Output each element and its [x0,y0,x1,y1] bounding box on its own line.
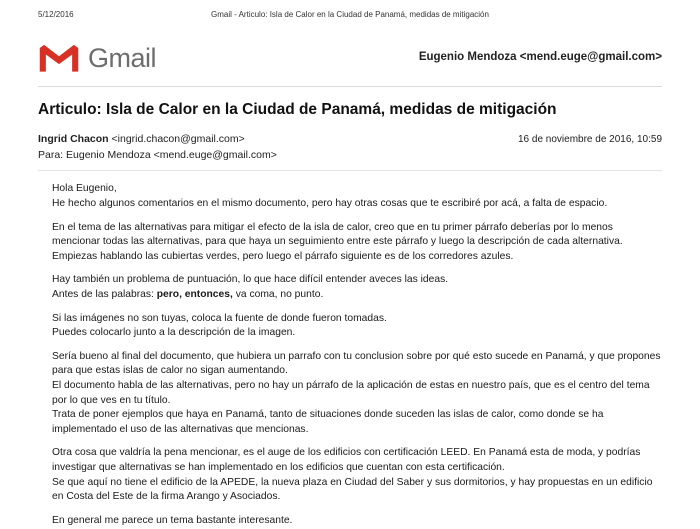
print-page-title: Gmail - Articulo: Isla de Calor en la Ciudad de Panamá, medidas de mitigación [211,10,489,19]
body-paragraph: Puedes colocarlo junto a la descripción de la imagen. [52,327,296,339]
body-paragraph: Otra cosa que valdría la pena mencionar, es el auge de los edificios con certificación LEED. En Panamá esta de moda, y podrías investigar que alternativas se han implementado en los edificios que cuentan con esta certificación. [52,447,641,474]
to-label: Para: [38,149,64,162]
body-paragraph: El documento habla de las alternativas, pero no hay un párrafo de la aplicación de estas en nuestro país, que es el centro del tema por lo que ves en tu título. [52,380,650,406]
punctuation-suffix: va coma, no punto. [232,288,324,300]
print-date: 5/12/2016 [38,10,74,19]
body-paragraph: Trata de poner ejemplos que haya en Panamá, tanto de situaciones donde suceden las islas de calor, como donde se ha implementado el uso de las alternativas que mencionas. [52,409,604,435]
gmail-wordmark: Gmail [88,42,157,73]
email-body [38,182,662,528]
email-date: 16 de noviembre de 2016, 10:59 [518,133,662,145]
email-meta-from-row [38,132,662,148]
email-meta [38,132,662,172]
body-paragraph: Empiezas hablando las cubiertas verdes, pero luego el párrafo siguiente es de los corredores azules. [52,250,514,262]
body-paragraph: Si las imágenes no son tuyas, coloca la fuente de donde fueron tomadas. [52,312,387,324]
body-paragraph: En el tema de las alternativas para mitigar el efecto de la isla de calor, creo que en tu primer párrafo deberías por lo menos mencionar todas las alternativas, para que haya un seguimiento entre este párrafo y luego la descripción de cada alternativa. [52,221,623,248]
email-from [38,132,245,147]
brand-row [38,42,662,86]
sender-name: Ingrid Chacon [38,132,109,145]
body-paragraph: En general me parece un tema bastante interesante. [52,514,293,526]
email-subject: Articulo: Isla de Calor en la Ciudad de Panamá, medidas de mitigación [38,101,557,118]
gmail-brand [38,42,156,74]
body-paragraph: Hay también un problema de puntuación, lo que hace difícil entender aveces las ideas. [52,274,449,286]
sender-email: <ingrid.chacon@gmail.com> [111,132,245,145]
account-email: Eugenio Mendoza <mend.euge@gmail.com> [418,51,662,63]
body-paragraph: Sería bueno al final del documento, que hubiera un parrafo con tu conclusion sobre por qué esto sucede en Panamá, y que propones para que estas islas de calor no sigan aumentando. [52,350,661,377]
punctuation-bold: pero, entonces, [156,288,233,300]
gmail-envelope-icon [38,42,80,74]
body-paragraph: Hola Eugenio, [52,183,117,195]
to-value: Eugenio Mendoza <mend.euge@gmail.com> [66,149,277,162]
body-paragraph-punctuation [52,288,662,303]
punctuation-prefix: Antes de las palabras: [52,288,157,300]
body-paragraph: He hecho algunos comentarios en el mismo documento, pero hay otras cosas que te escribiré por acá, a falta de espacio. [52,197,608,209]
email-to-row [38,148,662,163]
body-paragraph: Se que aquí no tiene el edificio de la APEDE, la nueva plaza en Ciudad del Saber y sus dormitorios, y hay propuestas en un edificio en Costa del Este de la firma Arango y Asociados. [52,476,653,503]
print-header [38,10,662,24]
header-divider [38,86,662,87]
